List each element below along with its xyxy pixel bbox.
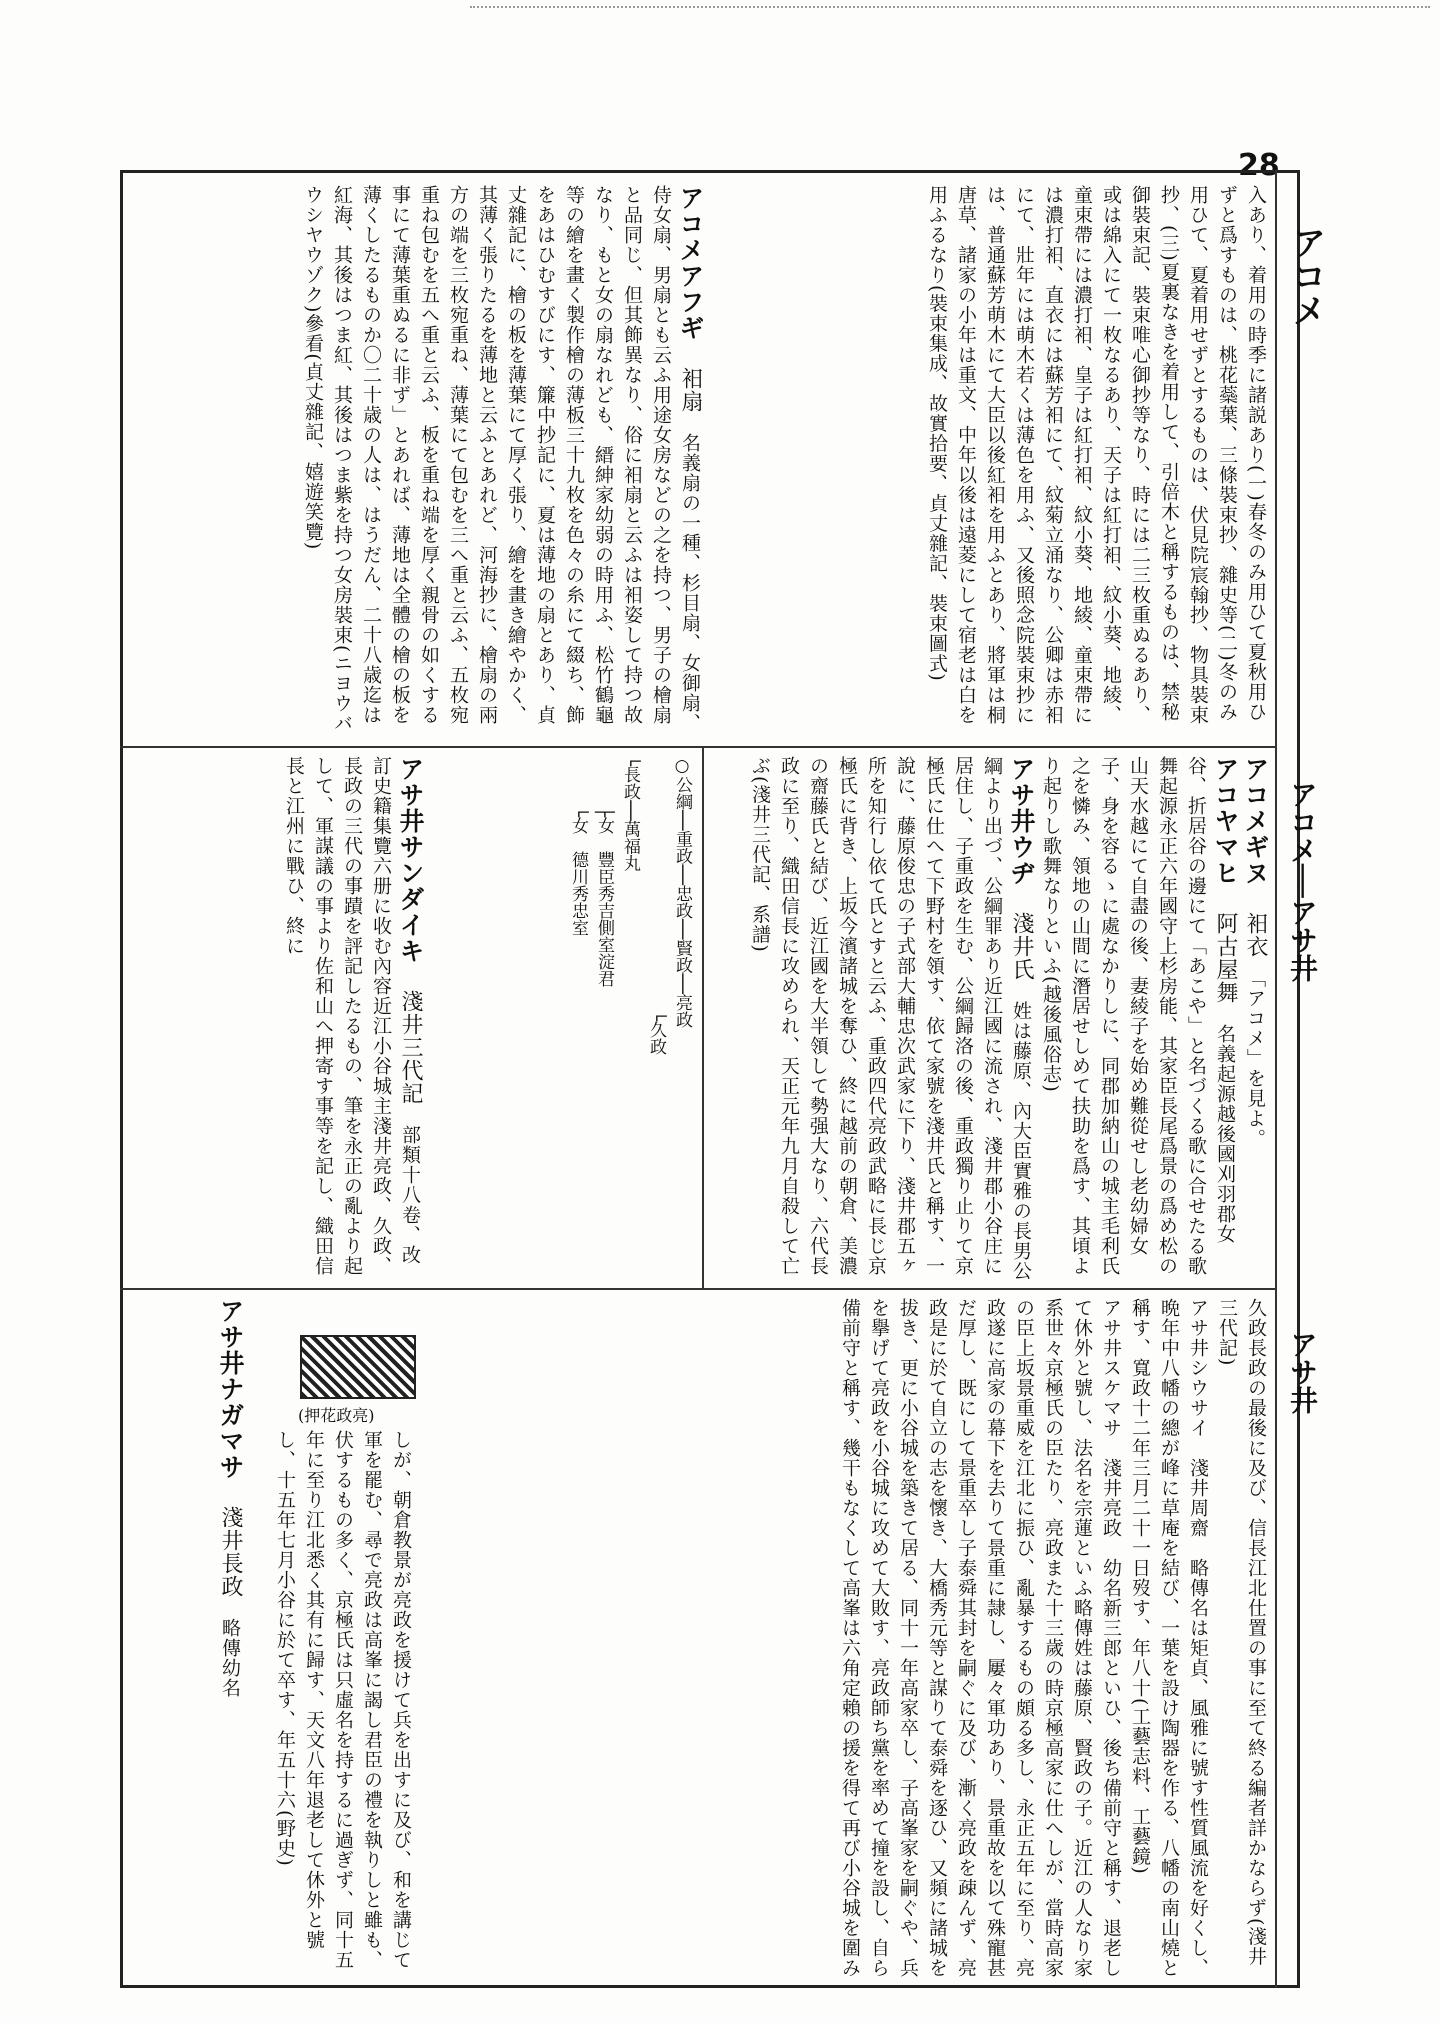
headword: アコメギヌ <box>1241 756 1270 886</box>
genealogy-line: └女 德川秀忠室 <box>568 756 588 937</box>
middle-right-column <box>710 756 1270 1281</box>
entry-akome-ogi <box>130 185 705 740</box>
entry-body: 略傳幼名 <box>219 1618 241 1698</box>
entry-body: 名義起源越後國刈羽郡女谷、折居谷の邊にて「あこや」と名づくる歌に合せたる歌舞起源永正六年國守上杉房能、其家臣長尾爲景の爲め松の山天水越にて自盡の後、妻綾子を始め難從せし老幼婦女子、身を容るゝに處なかりしに、同郡加納山の城主毛利氏之を憐み、領地の山間に潛居せしめて扶助を爲す、其頃より起りし歌舞なりといふ(越後風俗志) <box>1040 756 1236 1276</box>
genealogy-line: ○公綱──重政──忠政──賢政──亮政 <box>672 756 692 1028</box>
entry-body: 「アコメ」を見よ。 <box>1244 978 1266 1149</box>
section-divider <box>120 1288 1275 1290</box>
headword-kanji: 衵扇 <box>678 367 703 413</box>
lower-middle-column <box>250 1430 415 1978</box>
entry-asai-sandaiki <box>130 756 425 1281</box>
running-head-lower: アサ井 <box>1286 1330 1319 1414</box>
entry-text: 久政長政の最後に及び、信長江北仕置の事に至て終る編者詳かならず(淺井三代記) <box>1216 1298 1267 1967</box>
running-head-middle: アコメ──アサ井 <box>1286 780 1319 982</box>
akome-continuation <box>710 185 1270 740</box>
genealogy-line: ├女 豐臣秀吉側室淀君 <box>594 756 614 988</box>
headword-kanji: 淺井三代記 <box>398 990 423 1105</box>
page-number: 28 <box>1238 148 1280 183</box>
headword: アコメアフギ <box>676 185 705 341</box>
section-divider <box>120 746 1275 748</box>
entry-body: 名義扇の一種、杉目扇、女御扇、侍女扇、男扇とも云ふ用途女房などの之を持つ、男子の檜扇と品同じ、但其飾異なり、俗に衵扇と云ふは衵姿して持つ故なり、もと女の扇なれども、縉紳家幼弱の時用ふ、松竹鶴龜等の繪を畫く製作檜の薄板三十九枚を色々の糸にて綴ち、飾をあはひむすびにす、簾中抄記に、夏は薄地の扇とあり、貞丈雜記に、檜の板を薄葉にて厚く張り、繪を畫き繪やかく、其薄く張りたるを薄地と云ふとあれど、河海抄に、檜扇の兩方の端を三枚宛重ね、薄葉にて包むを三へ重と云ふ、五枚宛重ね包むを五へ重と云ふ、板を重ね端を厚く親骨の如くする事にて薄葉重ぬるに非ず」とあれば、薄地は全體の檜の板を薄くしたるものか〇二十歳の人は、はうだん、二十八歳迄は紅海、其後はつま紅、其後はつま紫を持つ女房裝束(ニヨウバウシヤウゾク)參看(貞丈雜記、嬉遊笑覽) <box>302 185 701 734</box>
kao-caption: (押花政亮) <box>298 1406 375 1425</box>
top-rule <box>470 6 1430 8</box>
entry-nagamasa <box>130 1298 245 1978</box>
entry-text: しが、朝倉教景が亮政を援けて兵を出すに及び、和を講じて軍を罷む、尋で亮政は高峯に謁し君臣の禮を執りしと雖も、伏するもの多く、京極氏は只虛名を持するに過ぎず、同十五年に至り江北悉く其有に歸す、天文八年退老して休外と號し、十五年七月小谷に於て卒す、年五十六(野史) <box>274 1430 412 1970</box>
kao-signature-image <box>300 1335 416 1399</box>
running-head-top: アコメ <box>1286 225 1326 327</box>
genealogy-line: └久政 <box>646 756 666 1056</box>
headword: アコヤマヒ <box>1211 756 1240 886</box>
akome-body: 入あり、着用の時季に諸説あり(一)春冬のみ用ひて夏秋用ひずと爲すものは、桃花蘂葉、三條裝束抄、雜史等(二)冬のみ用ひて、夏着用せずとするものは、伏見院宸翰抄、物具裝束抄、(三)夏裏なきを着用して、引倍木と稱するものは、禁秘御裝束記、裝束唯心御抄等なり、時には二三枚重ぬるあり、或は綿入にて一枚なるあり、天子は紅打衵、紋小葵、地綾、童束帶には濃打衵、皇子は紅打衵、紋小葵、地綾、童束帶には濃打衵、直衣には蘇芳衵にて、紋菊立涌なり、公卿は赤衵にて、壯年には萌木若くは薄色を用ふ、又後照念院裝束抄には、普通蘇芳萌木にて大臣以後紅衵を用ふとあり、將軍は桐唐草、諸家の小年は重文、中年以後は遠菱にして宿老は白を用ふるなり(裝束集成、故實拾要、貞丈雜記、裝束圖式) <box>926 185 1267 725</box>
headword-kanji: 阿古屋舞 <box>1213 912 1238 1004</box>
headword-kanji: 衵衣 <box>1243 912 1268 958</box>
label-column-divider <box>1275 170 1277 1988</box>
entry-body: 姓は藤原、內大臣實雅の長男公綱より出づ、公綱罪あり近江國に流され、淺井郡小谷庄に居住し、子重政を生む、公綱歸洛の後、重政獨り止りて京極氏に仕へて下野村を領す、依て家號を淺井氏と稱す、一說に、藤原俊忠の子式部大輔忠次武家に下り、淺井郡五ヶ所を知行し依て氏とすと云ふ、重政四代亮政武略に長じ京極氏に背き、上坂今濱諸城を奪ひ、終に越前の朝倉、美濃の齋藤氏と結び、近江國を大半領して勢强大なり、六代長政に至り、織田信長に攻められ、天正元年九月自殺して亡ぶ(淺井三代記、系譜) <box>749 756 1032 1281</box>
headword-kanji: 淺井長政 <box>218 1506 243 1598</box>
lower-right-columns <box>420 1298 1270 1978</box>
entry-sukemasa: アサ井スケマサ 淺井亮政 幼名新三郎といひ、後ち備前守と稱す、退老して休外と號し、法名を宗蓮といふ略傳姓は藤原、賢政の子。近江の人なり家系世々京極氏の臣たり、亮政また十三歲の時京極高家に仕へしが、當時高家の臣上坂景重威を江北に振ひ、亂暴するもの頗る多し、永正五年に至り、亮政遂に高家の幕下を去りて景重に隷し、屢々軍功あり、景重故を以て殊寵甚だ厚し、既にして景重卒し子泰舜其封を嗣ぐに及び、漸く亮政を疎んず、亮政是に於て自立の志を懷き、大橋秀元等と謀りて泰舜を逐ひ、又頻に諸城を拔き、更に小谷城を築きて居る、同十一年高家卒し、子高峯家を嗣ぐや、兵を擧げて亮政を小谷城に攻めて大敗す、亮政師ち黨を率めて撞を設し、自ら備前守と稱す、幾干もなくして高峯は六角定賴の援を得て再び小谷城を圍み <box>839 1298 1122 1978</box>
column-divider <box>702 746 704 1288</box>
headword-kanji: 淺井氏 <box>1009 912 1034 981</box>
headword: アサ井ナガマサ <box>216 1298 245 1480</box>
genealogy-chart <box>430 756 695 1281</box>
headword: アサ井ウヂ <box>1007 756 1036 886</box>
headword: アサ井サンダイキ <box>396 756 425 964</box>
entry-shusai: アサ井シウサイ 淺井周齋 略傳名は矩貞、風雅に號す性質風流を好くし、晩年中八幡の總が峰に草庵を結び、一葉を設け陶器を作る、八幡の南山燒と稱す、寬政十二年三月二十一日歿す、年八十(工藝志料、工藝鏡) <box>1129 1298 1209 1978</box>
entry-body: 部類十八卷、改訂史籍集覽六册に收む內容近江小谷城主淺井亮政、久政、長政の三代の事蹟を評記したるもの、筆を永正の亂より起して、軍謀議の事より佐和山へ押寄す事等を記し、織田信長と江州に戰ひ、終に <box>283 756 421 1276</box>
genealogy-line: └長政──萬福丸 <box>620 756 640 872</box>
